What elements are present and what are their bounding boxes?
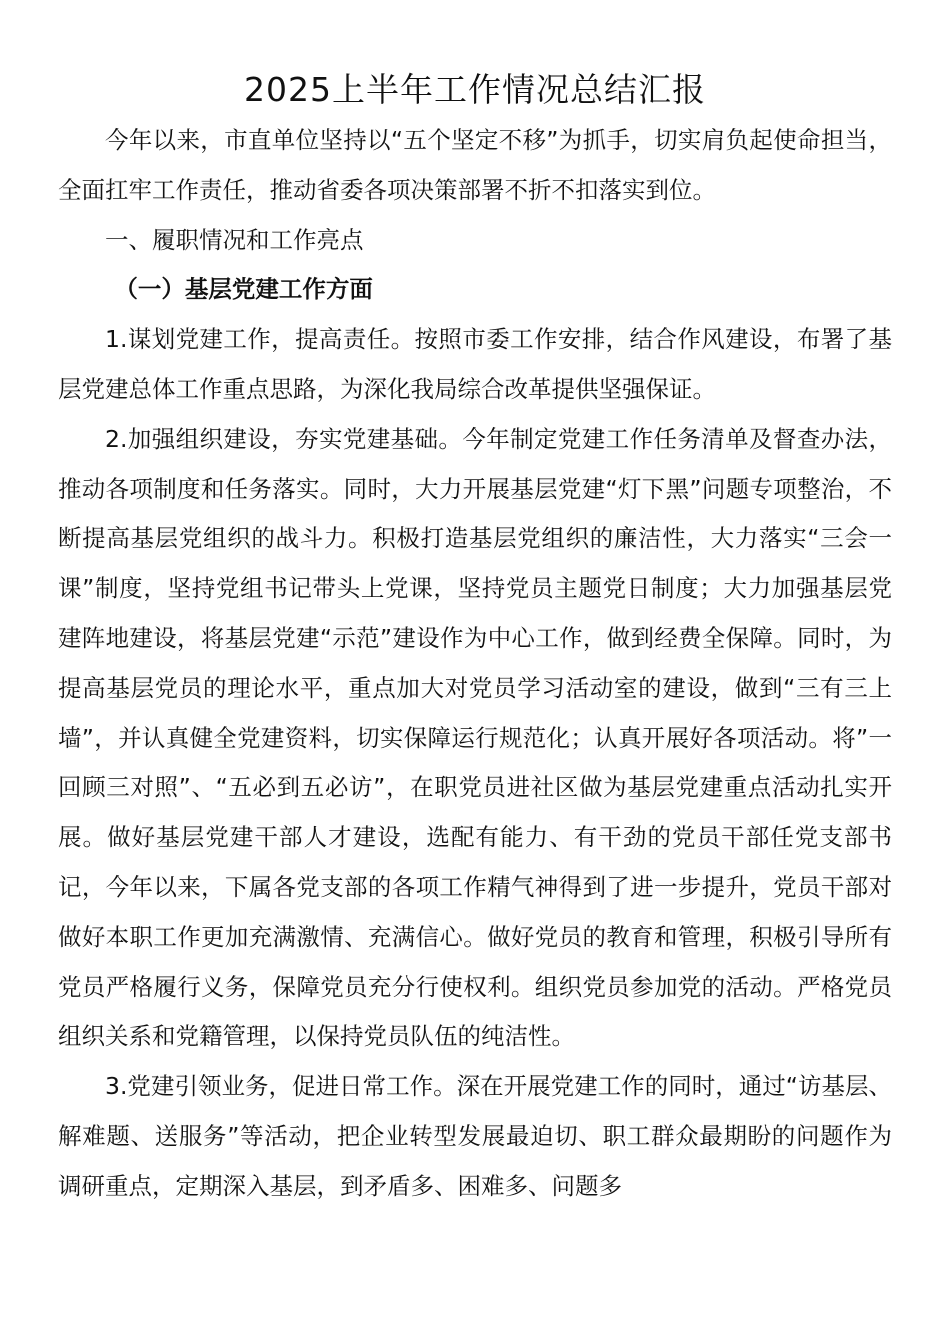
item-3-paragraph: 3.党建引领业务，促进日常工作。深在开展党建工作的同时，通过“访基层、解难题、送服务”等活动，把企业转型发展最迫切、职工群众最期盼的问题作为调研重点，定期深入基层，到矛盾多、困难多、问题多	[58, 1072, 892, 1200]
document-title: 2025上半年工作情况总结汇报	[244, 70, 706, 109]
item-2-paragraph: 2.加强组织建设，夯实党建基础。今年制定党建工作任务清单及督查办法，推动各项制度和任务落实。同时，大力开展基层党建“灯下黑”问题专项整治，不断提高基层党组织的战斗力。积极打造基层党组织的廉洁性，大力落实“三会一课”制度，坚持党组书记带头上党课，坚持党员主题党日制度；大力加强基层党建阵地建设，将基层党建“示范”建设作为中心工作，做到经费全保障。同时，为提高基层党员的理论水平，重点加大对党员学习活动室的建设，做到“三有三上墙”，并认真健全党建资料，切实保障运行规范化；认真开展好各项活动。将”一回顾三对照”、“五必到五必访”，在职党员进社区做为基层党建重点活动扎实开展。做好基层党建干部人才建设，选配有能力、有干劲的党员干部任党支部书记，今年以来，下属各党支部的各项工作精气神得到了进一步提升，党员干部对做好本职工作更加充满激情、充满信心。做好党员的教育和管理，积极引导所有党员严格履行义务，保障党员充分行使权利。组织党员参加党的活动。严格党员组织关系和党籍管理，以保持党员队伍的纯洁性。	[58, 424, 892, 1051]
subsection-heading: （一）基层党建工作方面	[114, 275, 373, 304]
intro-paragraph: 今年以来，市直单位坚持以“五个坚定不移”为抓手，切实肩负起使命担当，全面扛牢工作责任，推动省委各项决策部署不折不扣落实到位。	[58, 126, 892, 204]
document-page	[58, 68, 892, 1212]
section-heading: 一、履职情况和工作亮点	[105, 225, 364, 254]
item-1-paragraph: 1.谋划党建工作，提高责任。按照市委工作安排，结合作风建设，布署了基层党建总体工作重点思路，为深化我局综合改革提供坚强保证。	[58, 325, 892, 403]
